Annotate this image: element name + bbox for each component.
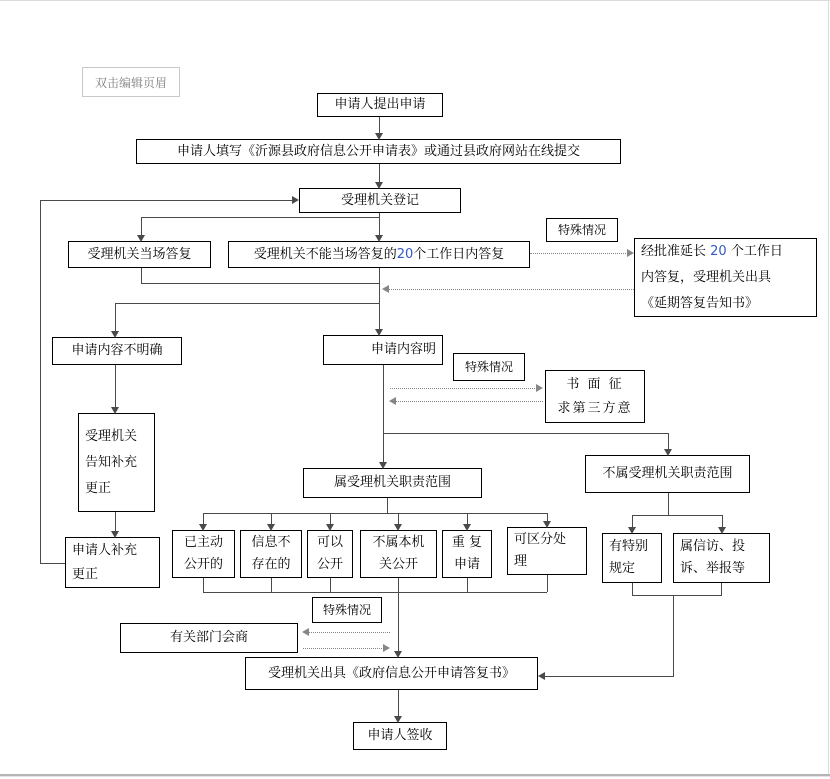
edit-header-button[interactable]: 双击编辑页眉 [82, 67, 180, 97]
connector-line [115, 303, 116, 331]
connector-line [271, 513, 272, 524]
connector-line [383, 433, 668, 434]
connector-line [721, 583, 722, 595]
connector-arrow-left [538, 672, 545, 680]
connector-line [379, 268, 380, 329]
connector-arrow-down [326, 524, 334, 531]
node-text: 个工作日 [726, 243, 783, 259]
connector-line [722, 515, 723, 527]
dotted-arrow-right [536, 384, 543, 392]
node-text: 受理机关 [85, 428, 138, 444]
node-text: 公开的 [183, 557, 223, 572]
node-applicant-supplement [65, 537, 160, 588]
node-text: 申请 [453, 557, 480, 572]
node-text: 规定 [609, 561, 636, 576]
connector-line [271, 578, 272, 592]
connector-line [330, 578, 331, 592]
node-special-case-bottom: 特殊情况 [312, 597, 382, 623]
connector-line [40, 200, 293, 201]
node-content-unclear: 申请内容不明确 [52, 337, 182, 365]
connector-line [383, 433, 384, 462]
node-text: 受理机关不能当场答复的 [253, 246, 397, 262]
connector-line [383, 365, 384, 433]
connector-arrow-down [375, 235, 383, 242]
connector-arrow-down [463, 524, 471, 531]
connector-arrow-down [718, 527, 726, 534]
connector-line [545, 676, 674, 677]
connector-arrow-down [379, 462, 387, 469]
connector-arrow-down [111, 407, 119, 414]
connector-line [398, 578, 399, 592]
node-text: 内答复，受理机关出具 [641, 269, 772, 285]
connector-arrow-down [664, 449, 672, 456]
node-text: 不属本机 [372, 535, 425, 550]
node-submit-application: 申请人提出申请 [317, 93, 443, 117]
dotted-arrow-right [383, 644, 390, 652]
connector-arrow-down [375, 329, 383, 336]
node-info-not-exist [240, 530, 302, 578]
node-text: 有特别 [609, 539, 649, 554]
connector-line [203, 578, 204, 592]
node-out-of-scope: 不属受理机关职责范围 [585, 455, 750, 493]
connector-line [330, 513, 331, 524]
page-right-edge [828, 0, 829, 775]
connector-line [467, 513, 468, 524]
node-text [641, 239, 783, 265]
connector-line [632, 515, 722, 516]
node-repeat-application [442, 530, 492, 578]
dotted-connector [396, 401, 543, 402]
node-text: 已主动 [183, 535, 223, 550]
connector-line [668, 493, 669, 515]
node-text: 《延期答复告知书》 [641, 295, 759, 311]
node-in-scope: 属受理机关职责范围 [303, 468, 482, 498]
connector-arrow-down [199, 524, 207, 531]
node-can-disclose [307, 530, 353, 578]
connector-line [547, 575, 548, 592]
connector-arrow-down [267, 524, 275, 531]
node-register: 受理机关登记 [299, 188, 461, 213]
node-delay-reply [228, 241, 530, 268]
connector-arrow-down [394, 716, 402, 723]
node-petition-complaint [673, 533, 770, 583]
connector-arrow-down [111, 531, 119, 538]
node-text: 存在的 [251, 557, 291, 572]
page-top-edge [0, 0, 830, 1]
connector-line [398, 592, 399, 651]
node-text: 可以 [316, 535, 343, 550]
connector-line [398, 690, 399, 716]
connector-line [467, 578, 468, 592]
connector-line [632, 595, 722, 596]
connector-line [115, 303, 379, 304]
node-onspot-reply: 受理机关当场答复 [68, 241, 211, 268]
node-text-number: 20 [396, 246, 414, 262]
node-special-rule [602, 533, 662, 583]
node-text: 书 面 征 [566, 376, 624, 392]
node-text: 个工作日内答复 [413, 246, 505, 262]
node-text: 申请人补充 [72, 542, 138, 558]
node-text: 属信访、投 [680, 539, 746, 554]
connector-arrow-down [137, 235, 145, 242]
dotted-connector [309, 632, 390, 633]
node-proactively-disclosed [172, 530, 235, 578]
connector-line [379, 213, 380, 235]
connector-arrow-down [111, 331, 119, 338]
connector-line [379, 117, 380, 133]
connector-arrow-down [375, 133, 383, 140]
connector-arrow-right [292, 196, 299, 204]
dotted-arrow-right [627, 249, 634, 257]
connector-line [141, 217, 379, 218]
node-content-clear: 申请内容明 [323, 335, 443, 365]
connector-arrow-down [375, 182, 383, 189]
connector-arrow-down [394, 651, 402, 658]
connector-arrow-down [394, 524, 402, 531]
connector-line [398, 513, 399, 524]
node-third-party-opinion [545, 370, 645, 423]
node-separable-handling [507, 527, 587, 575]
node-fill-form: 申请人填写《沂源县政府信息公开申请表》或通过县政府网站在线提交 [136, 139, 621, 164]
node-text: 重 复 [451, 535, 483, 550]
connector-line [673, 595, 674, 676]
node-extension-notice [634, 238, 817, 317]
dotted-arrow-left [382, 285, 389, 293]
connector-line [115, 512, 116, 531]
connector-line [40, 200, 41, 563]
node-dept-consult: 有关部门会商 [120, 623, 298, 653]
node-notify-supplement [78, 413, 155, 512]
node-reply-document: 受理机关出具《政府信息公开申请答复书》 [245, 657, 538, 690]
connector-line [632, 515, 633, 527]
connector-line [141, 283, 379, 284]
dotted-connector [530, 253, 628, 254]
node-text: 经批准延长 [641, 243, 711, 259]
node-text: 关公开 [378, 557, 418, 572]
connector-line [40, 563, 65, 564]
connector-line [203, 513, 547, 514]
node-text: 更正 [85, 480, 112, 496]
node-text: 诉、举报等 [680, 561, 746, 576]
connector-line [668, 433, 669, 449]
node-text: 更正 [72, 566, 99, 582]
node-text: 求第三方意 [557, 400, 633, 416]
connector-line [141, 268, 142, 283]
dotted-connector [389, 289, 634, 290]
dotted-arrow-left [302, 628, 309, 636]
connector-line [141, 217, 142, 235]
node-special-case-mid: 特殊情况 [453, 353, 525, 381]
dotted-connector [303, 648, 384, 649]
dotted-arrow-left [389, 397, 396, 405]
node-text-number: 20 [710, 243, 727, 259]
dotted-connector [390, 388, 537, 389]
node-text: 理 [514, 554, 528, 569]
page-bottom-edge [0, 774, 830, 777]
connector-line [203, 592, 547, 593]
node-not-this-agency [360, 530, 437, 578]
node-text: 公开 [316, 557, 343, 572]
connector-line [203, 513, 204, 524]
node-text: 可区分处 [514, 532, 567, 547]
connector-line [115, 365, 116, 407]
node-text: 信息不 [251, 535, 291, 550]
connector-line [632, 583, 633, 595]
connector-arrow-down [628, 527, 636, 534]
connector-line [387, 498, 388, 513]
connector-arrow-down [543, 521, 551, 528]
node-special-case-top: 特殊情况 [546, 218, 618, 242]
connector-line [379, 164, 380, 182]
node-text: 告知补充 [85, 454, 138, 470]
node-applicant-sign: 申请人签收 [353, 722, 447, 750]
